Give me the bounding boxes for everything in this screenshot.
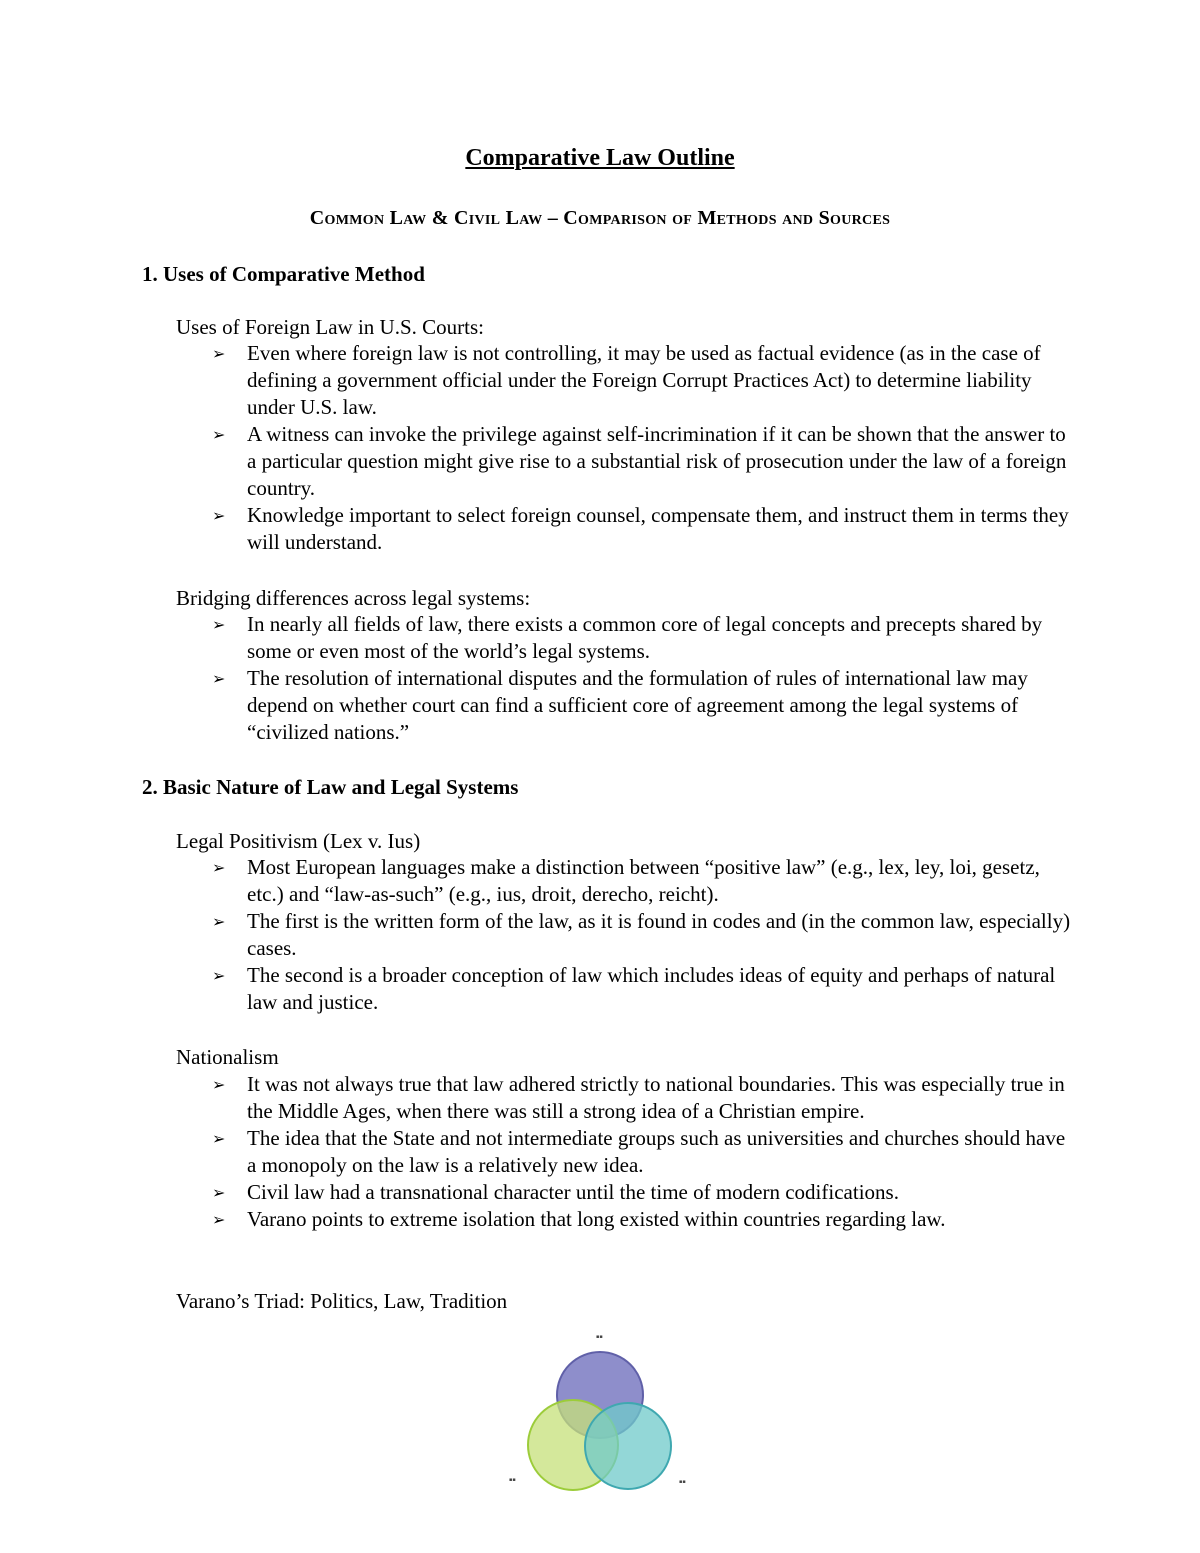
document-subtitle: Common Law & Civil Law – Comparison of Methods and Sources [309, 207, 891, 229]
list-item: ➢ A witness can invoke the privilege against self-incrimination if it can be shown that the answer to a particular question might give rise to a substantial risk of prosecution under the law of a foreign country. [212, 422, 1067, 500]
bullet-list-legal-positivism [176, 854, 1076, 1016]
arrow-bullet-icon: ➢ [212, 425, 226, 444]
venn-label-top-mark: ▪▪ [596, 1334, 603, 1340]
list-item: ➢ It was not always true that law adhered strictly to national boundaries. This was especially true in the Middle Ages, when there was still a strong idea of a Christian empire. [212, 1072, 1065, 1123]
venn-label-left-mark: ▪▪ [509, 1477, 516, 1483]
bullet-list-bridging [176, 611, 1076, 746]
list-item: ➢ Knowledge important to select foreign counsel, compensate them, and instruct them in terms they will understand. [212, 503, 1069, 554]
arrow-bullet-icon: ➢ [212, 615, 226, 634]
list-item: ➢ The resolution of international disputes and the formulation of rules of international law may depend on whether court can find a sufficient core of agreement among the legal systems of “civilized nations.” [212, 666, 1028, 744]
arrow-bullet-icon: ➢ [212, 506, 226, 525]
group-label-foreign-law: Uses of Foreign Law in U.S. Courts: [176, 315, 484, 339]
arrow-bullet-icon: ➢ [212, 1129, 226, 1148]
list-item: ➢ Varano points to extreme isolation that long existed within countries regarding law. [212, 1207, 946, 1231]
venn-label-right-mark: ▪▪ [679, 1479, 686, 1485]
list-item: ➢ In nearly all fields of law, there exists a common core of legal concepts and precepts shared by some or even most of the world’s legal systems. [212, 612, 1043, 663]
arrow-bullet-icon: ➢ [212, 669, 226, 688]
group-label-nationalism: Nationalism [176, 1045, 279, 1069]
document-title: Comparative Law Outline [465, 145, 735, 171]
bullet-list-foreign-law [176, 340, 1076, 556]
venn-diagram [495, 1325, 705, 1505]
arrow-bullet-icon: ➢ [212, 966, 226, 985]
arrow-bullet-icon: ➢ [212, 1210, 226, 1229]
arrow-bullet-icon: ➢ [212, 912, 226, 931]
section-heading-2: 2. Basic Nature of Law and Legal Systems [142, 775, 519, 799]
group-label-bridging: Bridging differences across legal systems: [176, 586, 531, 610]
bullet-list-nationalism [176, 1071, 1076, 1233]
arrow-bullet-icon: ➢ [212, 344, 226, 363]
list-item: ➢ The second is a broader conception of law which includes ideas of equity and perhaps of natural law and justice. [212, 963, 1056, 1014]
list-item: ➢ Most European languages make a distinction between “positive law” (e.g., lex, ley, loi, gesetz, etc.) and “law-as-such” (e.g., ius, droit, derecho, reicht). [212, 855, 1040, 906]
list-item: ➢ The idea that the State and not intermediate groups such as universities and churches should have a monopoly on the law is a relatively new idea. [212, 1126, 1066, 1177]
section-heading-1: 1. Uses of Comparative Method [142, 262, 425, 286]
list-item: ➢ Even where foreign law is not controlling, it may be used as factual evidence (as in the case of defining a government official under the Foreign Corrupt Practices Act) to determine liability under U.S. law. [212, 341, 1041, 419]
group-label-varano-triad: Varano’s Triad: Politics, Law, Tradition [176, 1289, 508, 1313]
arrow-bullet-icon: ➢ [212, 1075, 226, 1094]
group-label-legal-positivism: Legal Positivism (Lex v. Ius) [176, 829, 421, 853]
arrow-bullet-icon: ➢ [212, 858, 226, 877]
list-item: ➢ Civil law had a transnational character until the time of modern codifications. [212, 1180, 899, 1204]
venn-circle-right [585, 1403, 671, 1489]
list-item: ➢ The first is the written form of the law, as it is found in codes and (in the common law, especially) cases. [212, 909, 1071, 960]
arrow-bullet-icon: ➢ [212, 1183, 226, 1202]
